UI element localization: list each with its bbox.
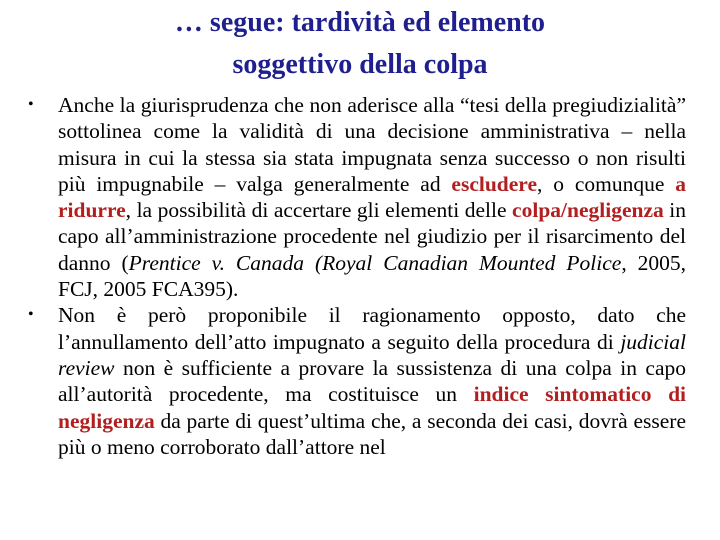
- bullet-2-text-c: da parte di quest’ultima che, a seconda dei casi, dovrà essere più o meno corroborato dall’attore nel: [58, 408, 686, 459]
- title-line-1: … segue: tardività ed elemento: [174, 7, 546, 38]
- bullet-item-2: [26, 302, 686, 460]
- bullet-1-text-b: , o comunque: [537, 171, 676, 196]
- bullet-1-text-e: , 2005, FCJ, 2005 FCA395).: [58, 250, 687, 302]
- bullet-2-text-b: non è sufficiente a provare la sussistenza di una colpa in capo all’autorità procedente, ma costituisce un: [58, 355, 686, 407]
- bullet-1-highlight-escludere: escludere: [451, 171, 538, 196]
- slide-title: [0, 2, 720, 86]
- bullet-icon: •: [28, 96, 34, 113]
- bullet-2-highlight-indice: indice sintomatico di negligenza: [58, 382, 687, 433]
- bullet-item-1: [26, 92, 686, 302]
- title-line-2: soggettivo della colpa: [232, 49, 488, 80]
- bullet-1-text-c: , la possibilità di accertare gli elementi delle: [125, 198, 513, 223]
- bullet-1-case-citation: Prentice v. Canada (Royal Canadian Mounted Police: [128, 250, 622, 275]
- bullet-list: [26, 92, 686, 460]
- bullet-2-judicial-review: judicial review: [58, 329, 686, 380]
- bullet-icon: •: [28, 306, 34, 324]
- bullet-1-text-a: Anche la giurisprudenza che non aderisce alla “tesi della pregiudizialità” sottolinea come la validità di una decisione amministrativa – nella misura in cui la stessa sia stata impugnata senza successo o non risulti più impugnabile – valga generalmente ad: [58, 93, 686, 196]
- bullet-1-text-d: in capo all’amministrazione procedente nel giudizio per il risarcimento del danno (: [58, 198, 686, 275]
- bullet-2-text-a: Non è però proponibile il ragionamento opposto, dato che l’annullamento dell’atto impugnato a seguito della procedura di: [58, 303, 686, 354]
- bullet-1-highlight-ridurre: a ridurre: [58, 171, 686, 223]
- bullet-1-highlight-colpa: colpa/negligenza: [512, 198, 664, 223]
